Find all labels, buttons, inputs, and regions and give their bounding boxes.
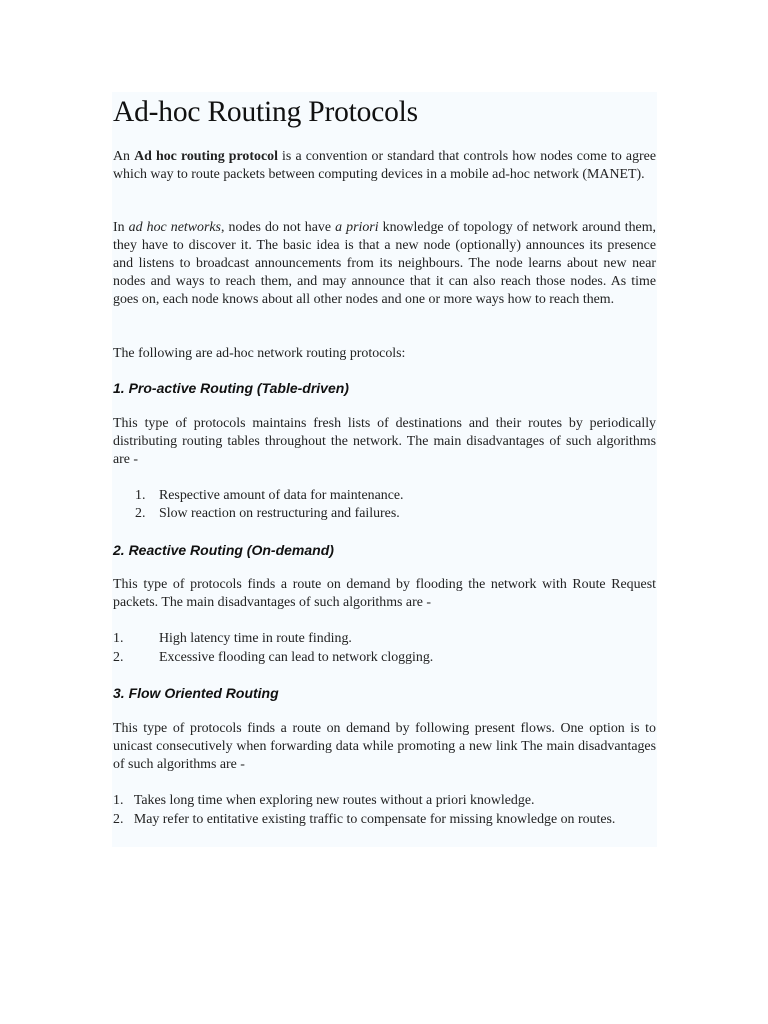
- topology-text-1: In: [113, 220, 129, 235]
- list-number: 2.: [113, 650, 124, 665]
- intro-bold-term: Ad hoc routing protocol: [134, 149, 278, 164]
- list-number: 2.: [113, 812, 124, 827]
- list-text: Takes long time when exploring new routes without a priori knowledge.: [133, 793, 535, 808]
- list-number: 1.: [113, 631, 124, 646]
- list-number: 1.: [113, 793, 124, 808]
- section-3-heading: 3. Flow Oriented Routing: [113, 685, 279, 701]
- protocols-lead: The following are ad-hoc network routing protocols:: [113, 346, 406, 361]
- topology-paragraph: [113, 219, 656, 309]
- list-text: May refer to entitative existing traffic to compensate for missing knowledge on routes.: [133, 812, 616, 827]
- intro-prefix: An: [113, 149, 135, 164]
- list-text: Excessive flooding can lead to network clogging.: [159, 650, 434, 665]
- page-title: Ad-hoc Routing Protocols: [113, 96, 418, 128]
- intro-rest: is a convention or standard that controls how nodes come to agree which way to route packets between computing devices in a mobile ad-hoc network (MANET).: [113, 149, 656, 182]
- document-page: [112, 92, 657, 847]
- section-1-heading: 1. Pro-active Routing (Table-driven): [113, 380, 349, 396]
- topology-italic-2: a priori: [335, 220, 379, 235]
- section-2-heading: 2. Reactive Routing (On-demand): [113, 542, 334, 558]
- list-text: Respective amount of data for maintenance.: [159, 488, 404, 503]
- section-1-body: This type of protocols maintains fresh lists of destinations and their routes by periodically distributing routing tables throughout the network. The main disadvantages of such algorithms are -: [113, 416, 656, 467]
- section-3-item-1: [113, 792, 656, 810]
- section-3-body: This type of protocols finds a route on demand by following present flows. One option is to unicast consecutively when forwarding data while promoting a new link The main disadvantages of such algorithms are -: [113, 721, 656, 772]
- topology-text-3: knowledge of topology of network around them, they have to discover it. The basic idea is that a new node (optionally) announces its presence and listens to broadcast announcements from its neighbours. The node learns about new near nodes and ways to reach them, and may announce that it can also reach those nodes. As time goes on, each node knows about all other nodes and one or more ways how to reach them.: [113, 220, 656, 307]
- topology-italic-1: ad hoc networks: [128, 220, 221, 235]
- list-number: 2.: [135, 506, 146, 521]
- intro-paragraph: [113, 148, 656, 184]
- section-3-item-2: [113, 811, 656, 829]
- list-number: 1.: [135, 488, 146, 503]
- topology-text-2: , nodes do not have: [220, 220, 336, 235]
- section-2-body: This type of protocols finds a route on demand by flooding the network with Route Request packets. The main disadvantages of such algorithms are -: [113, 577, 656, 610]
- list-text: High latency time in route finding.: [159, 631, 352, 646]
- list-text: Slow reaction on restructuring and failures.: [159, 506, 400, 521]
